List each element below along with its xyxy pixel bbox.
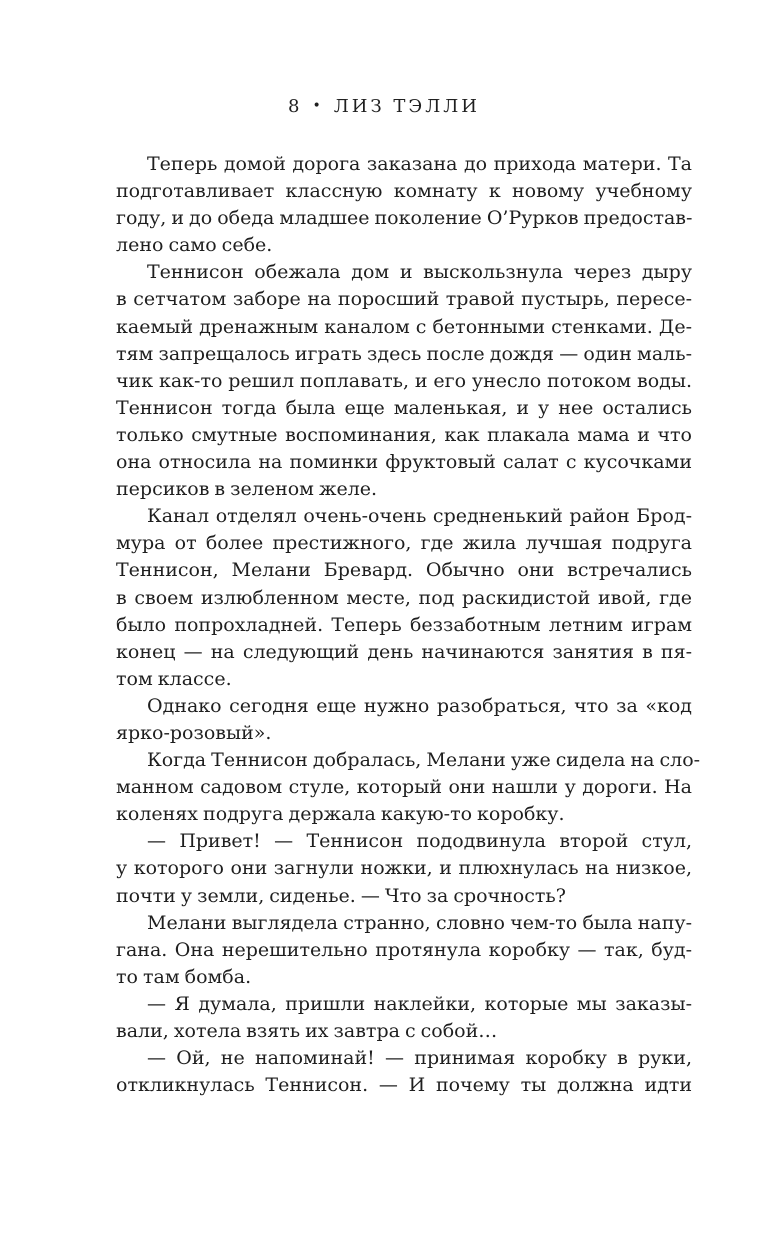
- text-line: почти у земли, сиденье. — Что за срочность?: [116, 884, 566, 907]
- text-line: — Привет! — Теннисон пододвинула второй стул,: [147, 830, 692, 853]
- author-name: ЛИЗ ТЭЛЛИ: [333, 96, 480, 117]
- text-line: ярко-розовый».: [116, 721, 272, 744]
- text-line: откликнулась Теннисон. — И почему ты должна идти: [116, 1074, 692, 1097]
- body-text: [116, 151, 701, 1099]
- paragraph: [116, 910, 692, 991]
- text-line: Теннисон обежала дом и выскользнула через дыру: [147, 261, 692, 284]
- text-line: Теперь домой дорога заказана до прихода матери. Та: [147, 153, 692, 175]
- text-line: коленях подруга держала какую-то коробку.: [116, 803, 565, 826]
- paragraph: [116, 693, 692, 747]
- text-line: подготавливает классную комнату к новому учебному: [116, 180, 692, 203]
- text-line: манном садовом стуле, который они нашли у дороги. На: [116, 776, 692, 799]
- text-line: — Ой, не напоминай! — принимая коробку в руки,: [147, 1047, 692, 1070]
- text-line: то там бомба.: [116, 965, 252, 988]
- text-line: она относила на поминки фруктовый салат с кусочками: [116, 451, 692, 474]
- text-line: — Я думала, пришли наклейки, которые мы заказы-: [147, 992, 692, 1015]
- text-line: персиков в зеленом желе.: [116, 478, 378, 501]
- text-line: в сетчатом заборе на поросший травой пустырь, пересе-: [116, 288, 692, 311]
- text-line: было попрохладней. Теперь беззаботным летним играм: [116, 613, 692, 636]
- text-line: Однако сегодня еще нужно разобраться, что за «код: [147, 694, 692, 717]
- text-line: каемый дренажным каналом с бетонными стенками. Де-: [116, 315, 692, 338]
- text-line: конец — на следующий день начинаются занятия в пя-: [116, 640, 692, 663]
- text-line: Когда Теннисон добралась, Мелани уже сидела на сло-: [147, 749, 701, 772]
- text-line: Теннисон, Мелани Бревард. Обычно они встречались: [116, 559, 692, 582]
- paragraph: [116, 991, 692, 1045]
- text-line: гана. Она нерешительно протянула коробку — так, буд-: [116, 938, 692, 961]
- text-line: году, и до обеда младшее поколение О’Рурков предостав-: [116, 207, 693, 230]
- paragraph: [116, 828, 692, 909]
- header-separator: •: [312, 98, 324, 114]
- text-line: в своем излюбленном месте, под раскидистой ивой, где: [116, 586, 692, 609]
- paragraph: [116, 747, 701, 828]
- text-line: только смутные воспоминания, как плакала мама и что: [116, 423, 692, 446]
- text-line: Мелани выглядела странно, словно чем-то была напу-: [147, 911, 692, 934]
- paragraph: [116, 503, 692, 693]
- text-line: чик как-то решил поплавать, и его унесло потоком воды.: [116, 369, 692, 392]
- text-line: тям запрещалось играть здесь после дождя — один маль-: [116, 342, 692, 365]
- text-line: Канал отделял очень-очень средненький район Брод-: [147, 505, 692, 528]
- text-line: вали, хотела взять их завтра с собой…: [116, 1020, 498, 1042]
- running-head: [0, 94, 768, 119]
- text-line: Теннисон тогда была еще маленькая, и у нее остались: [116, 396, 692, 419]
- paragraph: [116, 151, 692, 259]
- paragraph: [116, 1045, 692, 1099]
- text-line: том классе.: [116, 667, 232, 690]
- text-line: у которого они загнули ножки, и плюхнулась на низкое,: [116, 857, 692, 880]
- text-line: лено само себе.: [116, 234, 273, 257]
- page-number: 8: [288, 96, 303, 117]
- paragraph: [116, 259, 692, 503]
- text-line: мура от более престижного, где жила лучшая подруга: [116, 532, 692, 555]
